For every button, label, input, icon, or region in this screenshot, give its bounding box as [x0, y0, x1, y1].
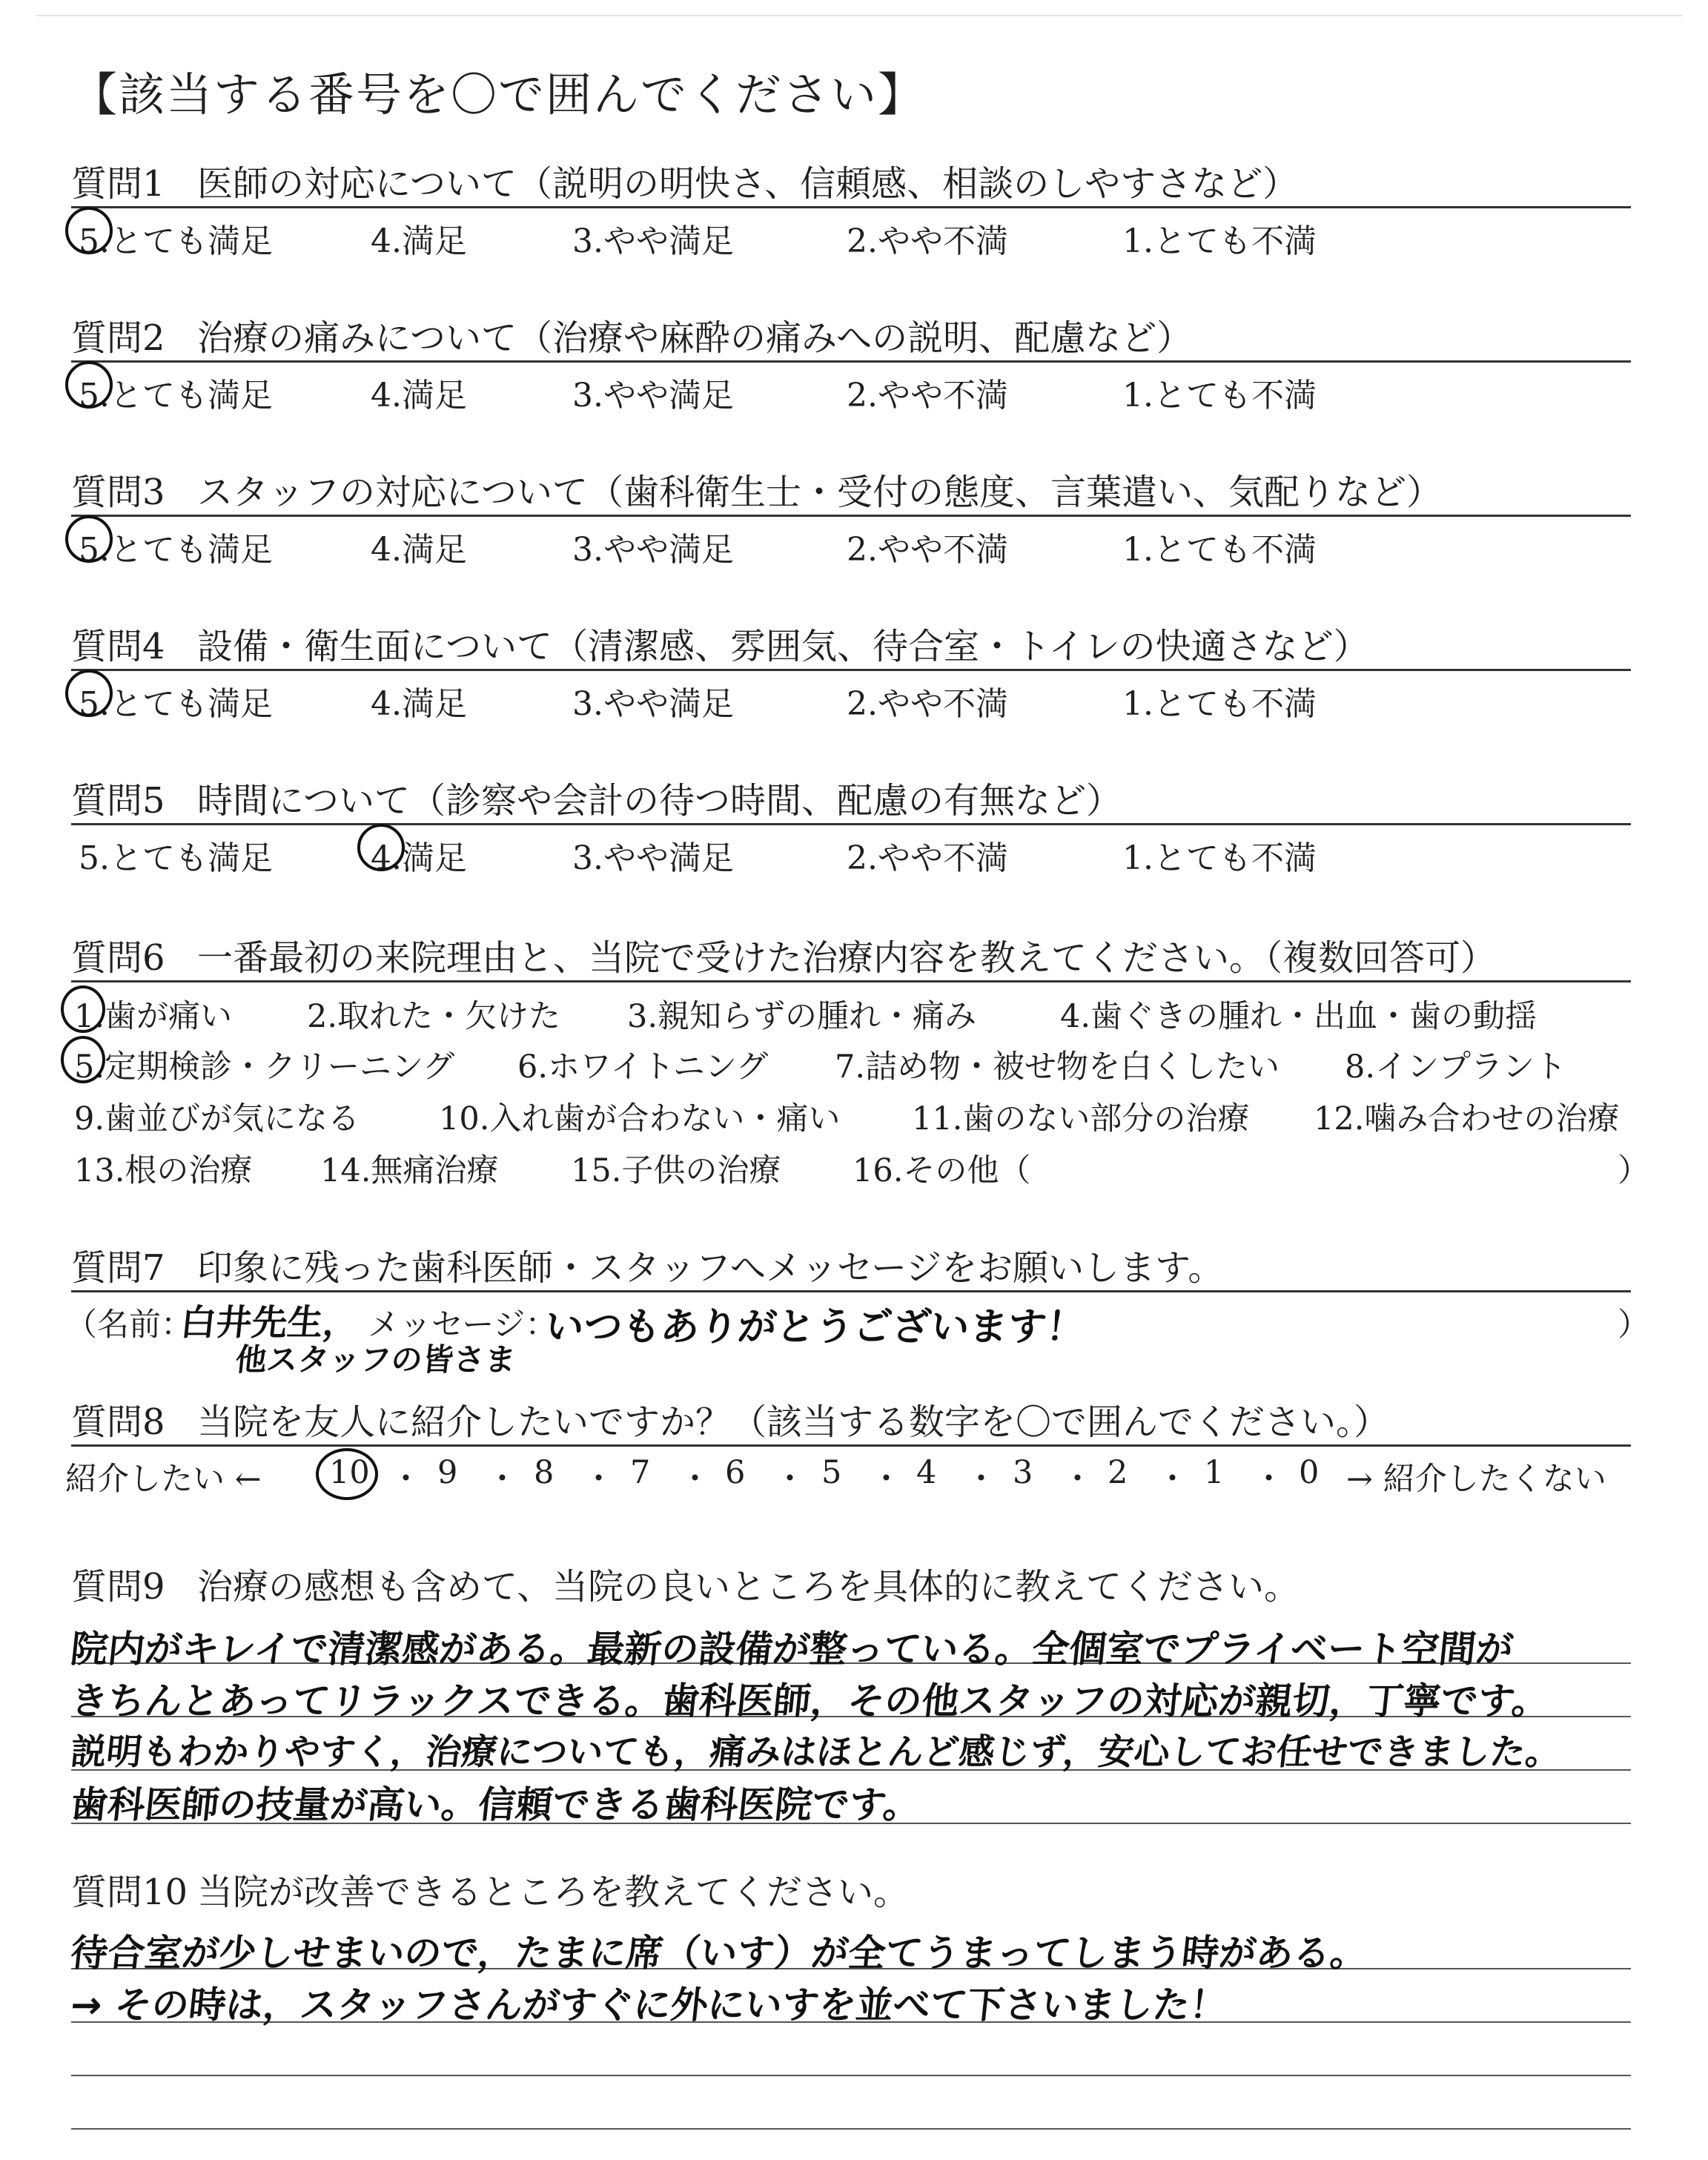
answer-line-2[interactable]: → その時は，スタッフさんがすぐに外にいすを並べて下さいました！ [68, 1984, 1229, 2027]
question-title: 質問2 治療の痛みについて（治療や麻酔の痛みへの説明、配慮など） [71, 316, 1631, 363]
question-2 [71, 316, 1631, 415]
question-title: 質問5 時間について（診察や会計の待つ時間、配慮の有無など） [71, 779, 1631, 825]
reason-option-5[interactable]: 5.定期検診・クリーニング [74, 1048, 455, 1086]
option-2[interactable]: 2.やや不満 [847, 839, 1008, 877]
option-1[interactable]: 1.とても不満 [1122, 377, 1317, 415]
option-1[interactable]: 1.とても不満 [1122, 839, 1317, 877]
option-5[interactable]: 5.とても満足 [79, 377, 273, 415]
answer-line-1[interactable]: 待合室が少しせまいので，たまに席（いす）が全てうまってしまう時がある。 [68, 1932, 1370, 1975]
question-10 [71, 1870, 1631, 1915]
message-value[interactable]: いつもありがとうございます！ [543, 1305, 1088, 1350]
question-title: 質問4 設備・衛生面について（清潔感、雰囲気、待合室・トイレの快適さなど） [71, 624, 1631, 671]
option-4[interactable]: 4.満足 [371, 377, 467, 415]
scale-2[interactable]: 2 [1108, 1454, 1128, 1491]
scale-1[interactable]: 1 [1204, 1454, 1225, 1491]
answer-line-4[interactable]: 歯科医師の技量が高い。信頼できる歯科医院です。 [68, 1783, 923, 1826]
scale-dot: ・ [486, 1461, 518, 1498]
scale-dot: ・ [774, 1461, 806, 1498]
option-1[interactable]: 1.とても不満 [1122, 685, 1317, 723]
name-label: （名前： [65, 1307, 193, 1344]
scale-dot: ・ [965, 1461, 997, 1498]
question-7 [65, 1246, 1649, 1378]
reason-option-15[interactable]: 15.子供の治療 [571, 1152, 781, 1189]
reason-option-2[interactable]: 2.取れた・欠けた [307, 998, 561, 1035]
rating-options [71, 671, 1631, 723]
reason-option-6[interactable]: 6.ホワイトニング [517, 1048, 769, 1086]
rating-options [71, 825, 1631, 877]
option-3[interactable]: 3.やや満足 [572, 685, 734, 723]
option-2[interactable]: 2.やや不満 [847, 377, 1008, 415]
selection-circle [316, 1448, 378, 1500]
selection-circle [65, 207, 113, 254]
selection-circle [61, 1036, 105, 1083]
option-5[interactable]: 5.とても満足 [79, 531, 273, 569]
selection-circle [65, 361, 113, 409]
selection-circle [357, 824, 405, 871]
close-paren: ） [1618, 1307, 1649, 1344]
scale-10[interactable]: 10 [329, 1454, 370, 1491]
option-5[interactable]: 5.とても満足 [79, 839, 273, 877]
page-header: 【該当する番号を〇で囲んでください】 [71, 67, 926, 122]
scale-3[interactable]: 3 [1013, 1454, 1033, 1491]
reason-option-1[interactable]: 1.歯が痛い [74, 998, 233, 1035]
scale-dot: ・ [1062, 1461, 1093, 1498]
scale-5[interactable]: 5 [821, 1454, 842, 1491]
scale-dot: ・ [583, 1461, 615, 1498]
option-5[interactable]: 5.とても満足 [79, 222, 273, 260]
option-5[interactable]: 5.とても満足 [79, 685, 273, 723]
recommend-scale [65, 1447, 1631, 1499]
reason-options [71, 982, 1649, 1190]
reason-option-9[interactable]: 9.歯並びが気になる [74, 1100, 360, 1137]
option-2[interactable]: 2.やや不満 [847, 222, 1008, 260]
reason-option-12[interactable]: 12.噛み合わせの治療 [1314, 1100, 1620, 1137]
question-4 [71, 624, 1631, 723]
question-6 [71, 936, 1649, 1190]
answer-line-3[interactable]: 説明もわかりやすく，治療についても，痛みはほとんど感じず，安心してお任せできました。 [68, 1731, 1563, 1773]
scale-dot: ・ [1253, 1461, 1285, 1498]
reason-option-14[interactable]: 14.無痛治療 [320, 1152, 499, 1189]
option-3[interactable]: 3.やや満足 [572, 222, 734, 260]
message-row [65, 1292, 1649, 1378]
rating-options [71, 208, 1631, 260]
scale-left-label: 紹介したい ← [65, 1461, 262, 1498]
question-title: 質問10 当院が改善できるところを教えてください。 [71, 1872, 910, 1913]
answer-line-2[interactable]: きちんとあってリラックスできる。歯科医師，その他スタッフの対応が親切，丁寧です。 [68, 1680, 1552, 1723]
question-1 [71, 162, 1631, 260]
scale-9[interactable]: 9 [437, 1454, 458, 1491]
scale-dot: ・ [390, 1461, 422, 1498]
message-label: メッセージ： [368, 1307, 557, 1344]
scale-0[interactable]: 0 [1299, 1454, 1320, 1491]
option-1[interactable]: 1.とても不満 [1122, 222, 1317, 260]
question-3 [71, 470, 1631, 569]
option-1[interactable]: 1.とても不満 [1122, 531, 1317, 569]
name-value[interactable]: 白井先生， [178, 1302, 361, 1344]
reason-option-13[interactable]: 13.根の治療 [74, 1152, 253, 1189]
reason-option-4[interactable]: 4.歯ぐきの腫れ・出血・歯の動揺 [1060, 998, 1537, 1035]
question-title: 質問9 治療の感想も含めて、当院の良いところを具体的に教えてください。 [71, 1566, 1300, 1608]
selection-circle [65, 670, 113, 717]
answer-line-1[interactable]: 院内がキレイで清潔感がある。最新の設備が整っている。全個室でプライベート空間が [68, 1628, 1516, 1671]
option-3[interactable]: 3.やや満足 [572, 839, 734, 877]
question-5 [71, 779, 1631, 877]
question-title: 質問1 医師の対応について（説明の明快さ、信頼感、相談のしやすさなど） [71, 162, 1631, 208]
option-4[interactable]: 4.満足 [371, 222, 467, 260]
question-title: 質問3 スタッフの対応について（歯科衛生士・受付の態度、言葉遣い、気配りなど） [71, 470, 1631, 517]
scale-7[interactable]: 7 [630, 1454, 651, 1491]
selection-circle [61, 985, 105, 1033]
scale-4[interactable]: 4 [916, 1454, 937, 1491]
option-3[interactable]: 3.やや満足 [572, 377, 734, 415]
option-4[interactable]: 4.満足 [371, 685, 467, 723]
scale-6[interactable]: 6 [725, 1454, 746, 1491]
option-2[interactable]: 2.やや不満 [847, 531, 1008, 569]
scale-8[interactable]: 8 [534, 1454, 555, 1491]
option-3[interactable]: 3.やや満足 [572, 531, 734, 569]
option-4[interactable]: 4.満足 [371, 531, 467, 569]
option-2[interactable]: 2.やや不満 [847, 685, 1008, 723]
question-8 [65, 1400, 1631, 1499]
question-9 [71, 1565, 1631, 1609]
scale-dot: ・ [870, 1461, 902, 1498]
question-title: 質問7 印象に残った歯科医師・スタッフへメッセージをお願いします。 [71, 1246, 1631, 1292]
reason-option-10[interactable]: 10.入れ歯が合わない・痛い [439, 1100, 841, 1137]
reason-option-8[interactable]: 8.インプラント [1345, 1048, 1567, 1086]
reason-option-3[interactable]: 3.親知らずの腫れ・痛み [627, 998, 977, 1035]
option-4[interactable]: 4.満足 [371, 839, 467, 877]
scale-dot: ・ [1156, 1461, 1188, 1498]
reason-option-11[interactable]: 11.歯のない部分の治療 [912, 1100, 1250, 1137]
name-value-2[interactable]: 他スタッフの皆さま [234, 1341, 518, 1378]
scale-dot: ・ [679, 1461, 711, 1498]
question-title: 質問8 当院を友人に紹介したいですか？（該当する数字を〇で囲んでください。） [71, 1400, 1631, 1447]
reason-option-16[interactable]: 16.その他（ [853, 1152, 1031, 1189]
question-title: 質問6 一番最初の来院理由と、当院で受けた治療内容を教えてください。（複数回答可） [71, 936, 1631, 982]
reason-option-7[interactable]: 7.詰め物・被せ物を白くしたい [835, 1048, 1280, 1086]
selection-circle [65, 515, 113, 563]
rating-options [71, 517, 1631, 569]
top-border [37, 15, 1683, 16]
rating-options [71, 363, 1631, 415]
reason-option-16-close: ） [1618, 1152, 1649, 1189]
scale-right-label: → 紹介したくない [1346, 1461, 1606, 1498]
